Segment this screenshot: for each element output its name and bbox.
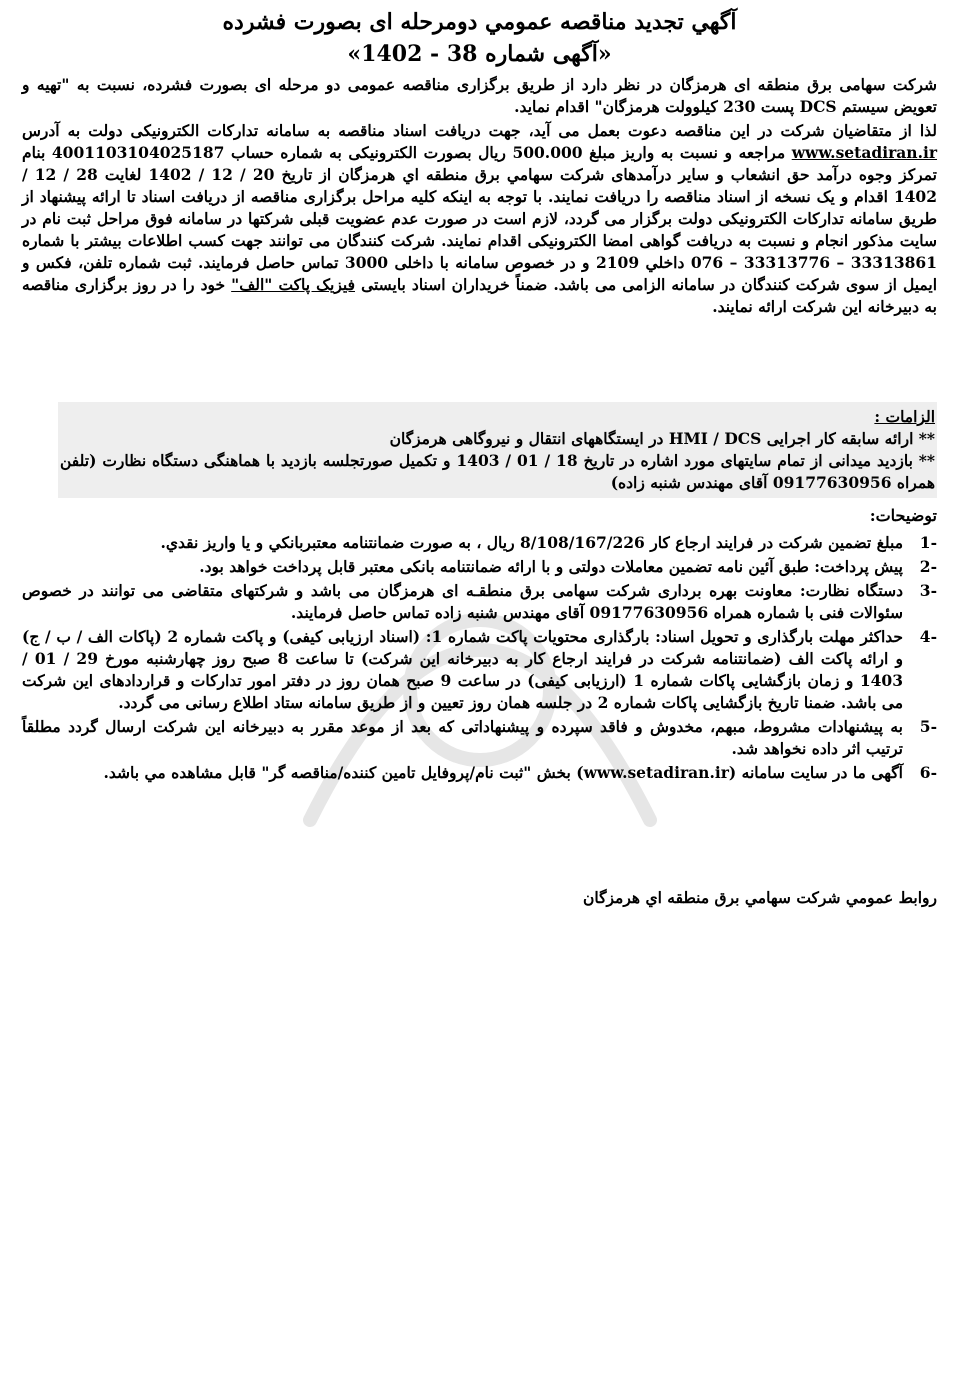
intro-paragraph-1: شرکت سهامی برق منطقه ای هرمزگان در نظر دارد از طریق برگزاری مناقصه عمومی دو مرحله ای بصورت فشرده، نسبت به "تهیه و تعویض سیستم DCS پست 230 کیلوولت هرمزگان" اقدام نماید. [22, 75, 937, 116]
requirement-item: ** بازدید میدانی از تمام سایتهای مورد اشاره در تاریخ 18 / 01 / 1403 و تکمیل صورتجلسه بازدید با هماهنگی دستگاه نظارت (تلفن همراه 09177630956 آقای مهندس شنبه زاده) [60, 451, 935, 492]
notes-list [22, 532, 937, 786]
note-number: -2 [919, 557, 937, 576]
note-text: به پیشنهادات مشروط، مبهم، مخدوش و فاقد سپرده و پیشنهاداتی که بعد از موعد مقرر به دبیرخانه این شرکت ارسال گردد مطلقاً ترتیب اثر داده نخواهد شد. [22, 717, 903, 758]
note-text: حداکثر مهلت بارگذاری و تحویل اسناد: بارگذاری محتویات پاکت شماره 1: (اسناد ارزیابی کیفی) و پاکت شماره 2 (پاکات الف / ب / ج) و ارائه پاکت الف (ضمانتنامه شرکت در فرایند ارجاع کار به دبیرخانه این شرکت) تا ساعت 8 صبح روز چهارشنبه مورخ 29 / 01 / 1403 و زمان بازگشایی پاکات شماره 1 (ارزیابی کیفی) در ساعت 9 صبح همان روز در دفتر امور تدارکات و قراردادهای این شرکت می باشد. ضمنا تاریخ بازگشایی پاکات شماره 2 در جلسه همان روز تعیین و از طریق سامانه ستاد اطلاع رسانی می گردد. [22, 627, 903, 712]
notice-title: آگهي تجديد مناقصه عمومي دومرحله ای بصورت فشرده [222, 9, 737, 35]
note-item [22, 762, 937, 784]
requirement-item: ** ارائه سابقه کار اجرایی HMI / DCS در ایستگاههای انتقال و نیروگاهی هرمزگان [389, 429, 935, 448]
note-number: -6 [919, 763, 937, 782]
intro-text-a: لذا از متقاضیان شرکت در این مناقصه دعوت بعمل می آید، جهت دریافت اسناد مناقصه به سامانه تدارکات الکترونیکی دولت به آدرس [22, 121, 937, 140]
note-number: -4 [919, 627, 937, 646]
requirements-title: الزامات : [874, 407, 935, 426]
intro-paragraph-2 [22, 120, 937, 318]
note-text: مبلغ تضمین شرکت در فرایند ارجاع کار 8/108/167/226 ریال ، به صورت ضمانتنامه معتبربانکي و يا واريز نقدي. [160, 533, 903, 552]
note-item [22, 716, 937, 760]
note-item [22, 580, 937, 624]
note-item [22, 532, 937, 554]
packet-alef-label: فیزیک پاکت "الف" [231, 275, 355, 294]
setadiran-link[interactable]: www.setadiran.ir [791, 143, 938, 162]
note-number: -1 [919, 533, 937, 552]
note-number: -5 [919, 717, 937, 736]
notes-title: توضیحات: [869, 506, 937, 525]
note-text: پیش پرداخت: طبق آئین نامه تضمین معاملات دولتی و با ارائه ضمانتنامه بانکی معتبر قابل پرداخت خواهد بود. [199, 557, 903, 576]
intro-text-c: خود را در روز برگزاری مناقصه به دبیرخانه این شرکت ارائه نمایند. [22, 275, 937, 316]
signature-line: روابط عمومي شركت سهامي برق منطقه اي هرمزگان [583, 888, 937, 907]
intro-text-b: مراجعه و نسبت به واریز مبلغ 500.000 ریال بصورت الکترونیکی به شماره حساب 4001103104025187 بنام تمرکز وجوه درآمد حق انشعاب و سایر درآمدهای شرکت سهامي برق منطقه اي هرمزگان از تاریخ 20 / 12 / 1402 لغایت 28 / 12 / 1402 اقدام و یک نسخه از اسناد مناقصه را دریافت نمایند. با توجه به اینکه کلیه مراحل برگزاری مناقصه از دریافت اسناد تا ارائه پیشنهاد از طریق سامانه تدارکات الکترونیکی دولت برگزار می گردد، لازم است در صورت عدم عضویت قبلی شرکتها در سامانه فوق مراحل ثبت نام در سایت مذکور انجام و نسبت به دریافت گواهی امضا الکترونیکی اقدام نمایند. شرکت کنندگان می توانند جهت کسب اطلاعات بیشتر با شماره 33313861 – 33313776 – 076 داخلي 2109 و در خصوص سامانه با داخلی 3000 تماس حاصل فرمایند. ثبت شماره تلفن، فکس و ایمیل از سوی شرکت کنندگان در سامانه الزامی می باشد. ضمناً خریداران اسناد بایستی [22, 143, 937, 294]
requirements-section [60, 406, 935, 494]
note-item [22, 626, 937, 714]
note-text: آگهی ما در سایت سامانه (www.setadiran.ir) بخش "ثبت نام/پروفایل تامین کننده/مناقصه گر" قابل مشاهده مي باشد. [103, 763, 903, 782]
note-number: -3 [919, 581, 937, 600]
intro-section [22, 74, 937, 320]
note-item [22, 556, 937, 578]
note-text: دستگاه نظارت: معاونت بهره برداری شرکت سهامی برق منطقـه ای هرمزگان می باشد و شرکتهای متقاضی می توانند در خصوص سئوالات فنی با شماره همراه 09177630956 آقای مهندس شنبه زاده تماس حاصل فرمایند. [22, 581, 903, 622]
notice-number: «آگهی شماره 38 - 1402» [347, 41, 612, 67]
